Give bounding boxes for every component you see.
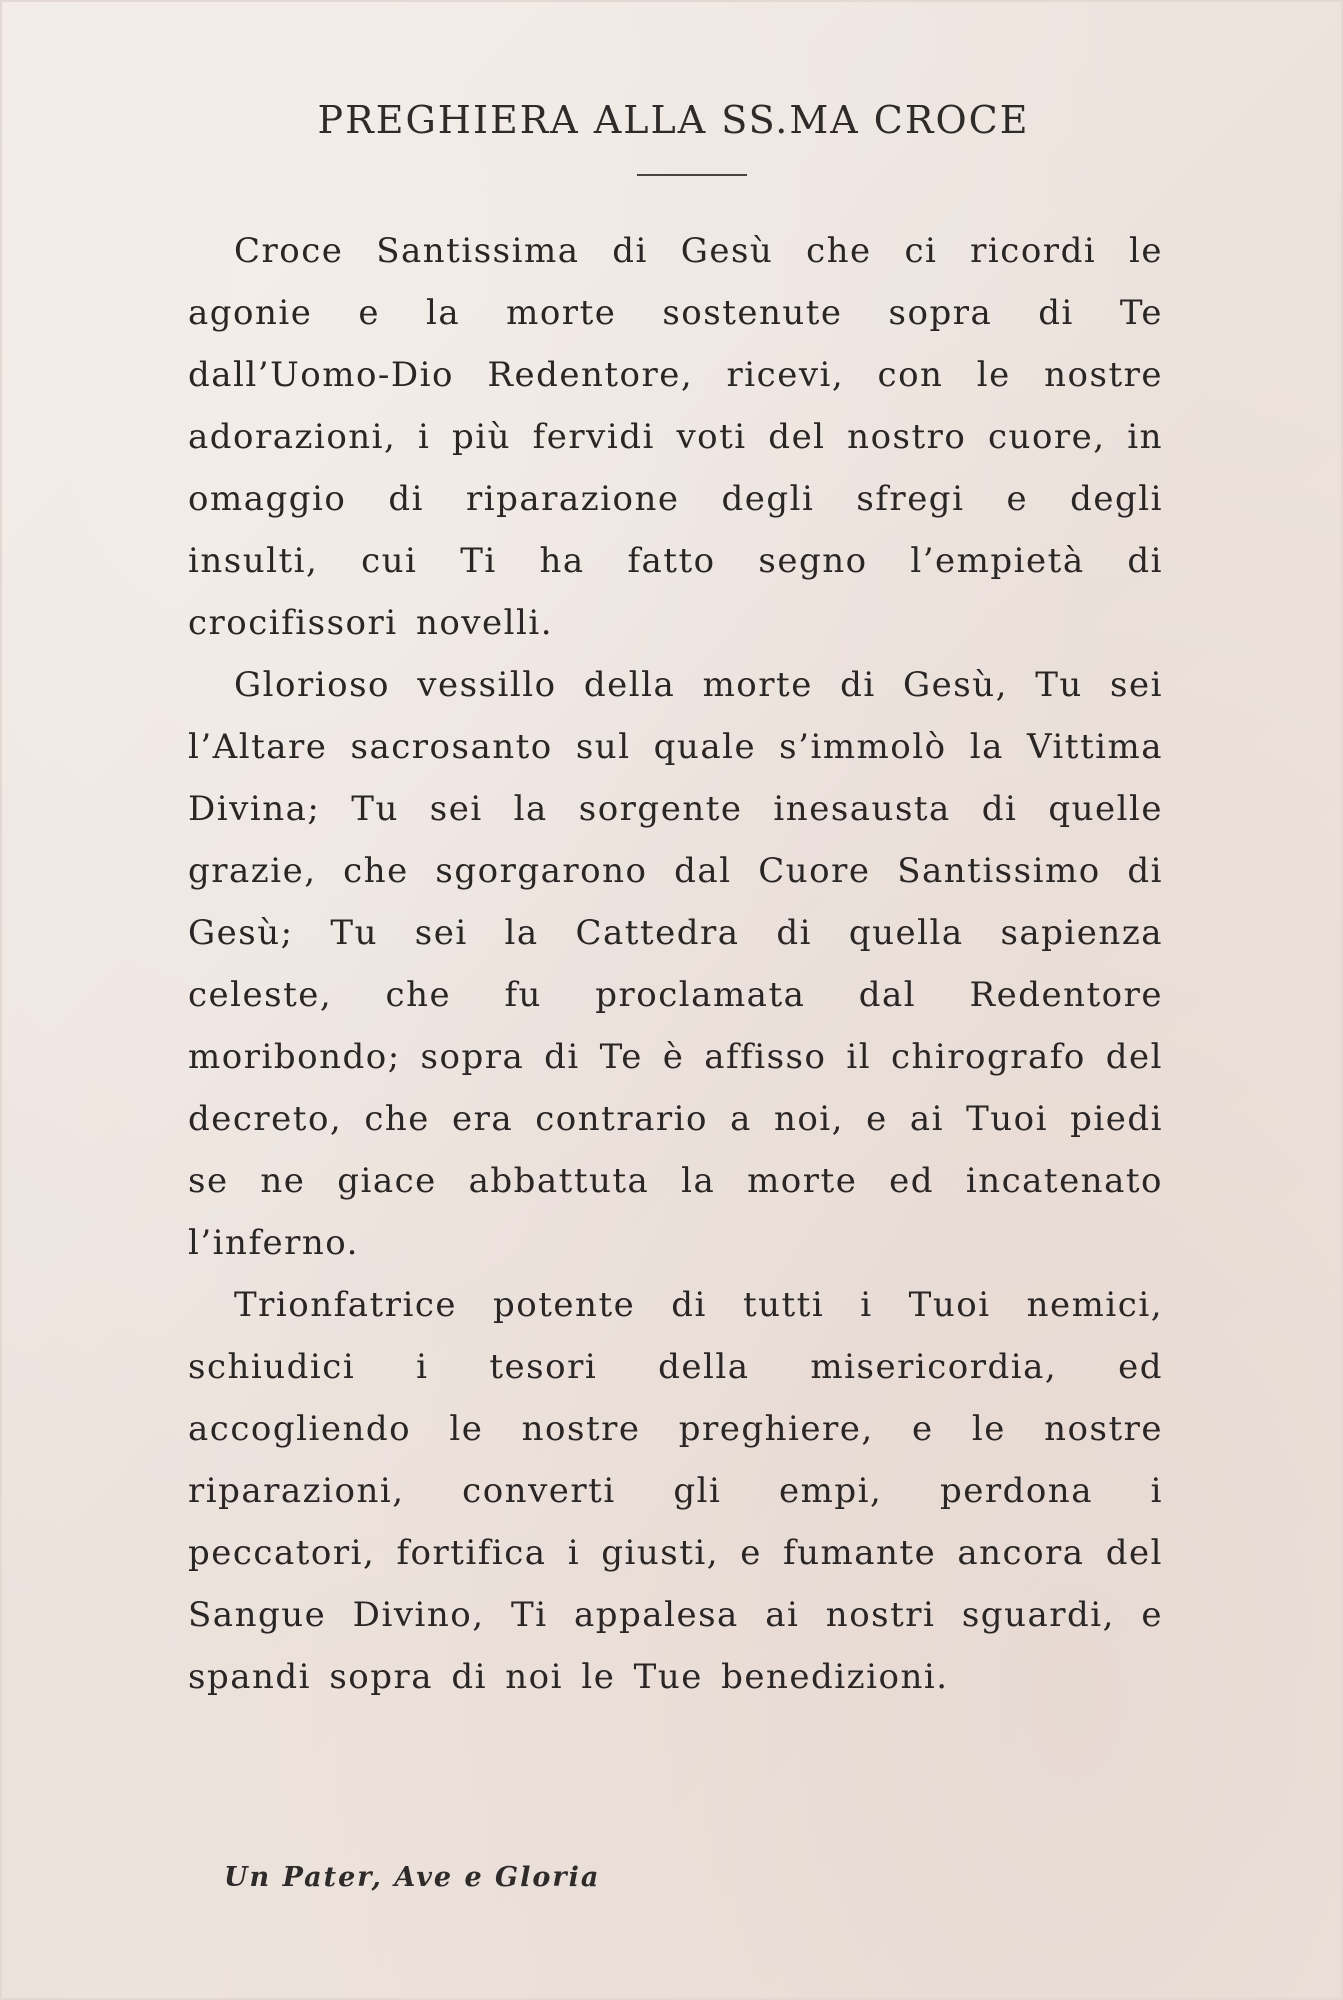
prayer-paragraph-2: Glorioso vessillo della morte di Gesù, Tu sei l’Altare sacrosanto sul quale s’immolò la Vittima Divina; Tu sei la sorgente inesausta di quelle grazie, che sgorgarono dal Cuore Santissimo di Gesù; Tu sei la Cattedra di quella sapienza celeste, che fu proclamata dal Redentore moribondo; sopra di Te è affisso il chirografo del decreto, che era contrario a noi, e ai Tuoi piedi se ne giace abbattuta la morte ed incatenato l’inferno. <box>188 665 1163 1263</box>
prayer-footer: Un Pater, Ave e Gloria <box>224 1862 601 1893</box>
prayer-paragraph-3: Trionfatrice potente di tutti i Tuoi nemici, schiudici i tesori della misericordia, ed accogliendo le nostre preghiere, e le nostre riparazioni, converti gli empi, perdona i peccatori, fortifica i giusti, e fumante ancora del Sangue Divino, Ti appalesa ai nostri sguardi, e spandi sopra di noi le Tue benedizioni. <box>188 1285 1163 1697</box>
title-divider <box>637 174 747 176</box>
prayer-title: PREGHIERA ALLA SS.MA CROCE <box>317 98 1030 142</box>
prayer-paragraph-1: Croce Santissima di Gesù che ci ricordi le agonie e la morte sostenute sopra di Te dall’Uomo-Dio Redentore, ricevi, con le nostre adorazioni, i più fervidi voti del nostro cuore, in omaggio di riparazione degli sfregi e degli insulti, cui Ti ha fatto segno l’empietà di crocifissori novelli. <box>188 231 1163 643</box>
prayer-body <box>188 220 1163 1708</box>
